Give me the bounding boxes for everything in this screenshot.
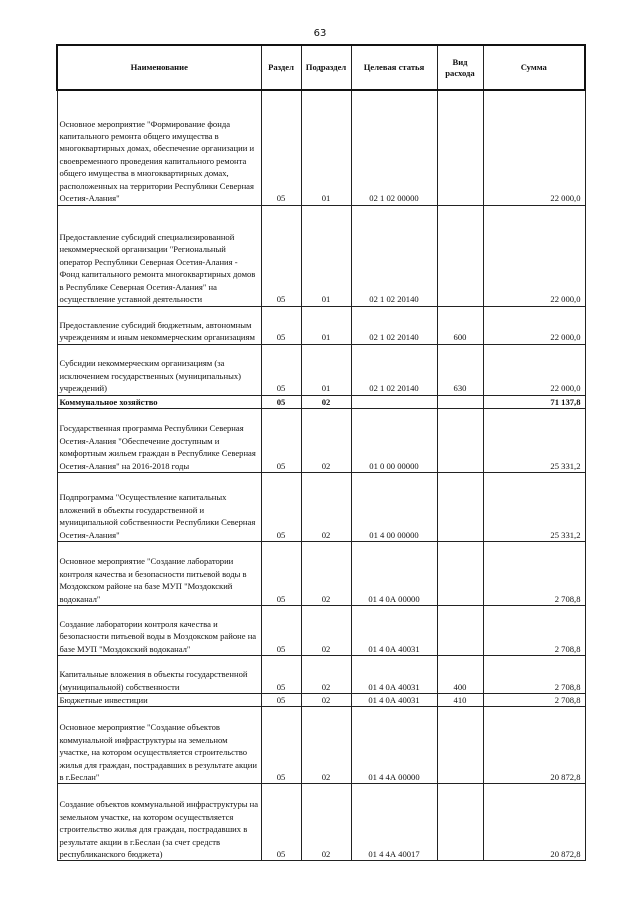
table-row <box>57 90 585 205</box>
row-target <box>351 395 437 408</box>
row-target: 02 1 02 20140 <box>351 306 437 344</box>
row-subsection: 01 <box>301 306 351 344</box>
row-sum: 71 137,8 <box>483 395 585 408</box>
header-expense-type: Вид расхода <box>437 45 483 90</box>
row-section: 05 <box>261 707 301 784</box>
row-expense-type <box>437 408 483 472</box>
table-row <box>57 395 585 408</box>
row-target: 01 4 0А 40031 <box>351 693 437 706</box>
row-target: 02 1 02 00000 <box>351 90 437 205</box>
row-name: Капитальные вложения в объекты государственной (муниципальной) собственности <box>57 655 261 693</box>
row-name: Создание объектов коммунальной инфраструктуры на земельном участке, на котором осуществляется строительство жилья для граждан, пострадавших в результате акции в г.Беслан (за счет средств республиканского бюджета) <box>57 784 261 861</box>
row-subsection: 02 <box>301 605 351 655</box>
row-section: 05 <box>261 472 301 541</box>
row-section: 05 <box>261 541 301 605</box>
row-expense-type: 600 <box>437 306 483 344</box>
row-name: Предоставление субсидий бюджетным, автономным учреждениям и иным некоммерческим организациям <box>57 306 261 344</box>
row-name: Бюджетные инвестиции <box>57 693 261 706</box>
row-name: Основное мероприятие "Создание объектов коммунальной инфраструктуры на земельном участке, на котором осуществляется строительство жилья для граждан, пострадавших в результате акции в г.Беслан" <box>57 707 261 784</box>
row-expense-type <box>437 784 483 861</box>
row-sum: 22 000,0 <box>483 306 585 344</box>
row-expense-type: 410 <box>437 693 483 706</box>
table-row <box>57 205 585 306</box>
row-name: Подпрограмма "Осуществление капитальных вложений в объекты государственной и муниципальной собственности Республики Северная Осетия-Алания" <box>57 472 261 541</box>
row-expense-type <box>437 541 483 605</box>
row-expense-type: 630 <box>437 344 483 395</box>
row-name: Субсидии некоммерческим организациям (за исключением государственных (муниципальных) учреждений) <box>57 344 261 395</box>
row-section: 05 <box>261 784 301 861</box>
row-sum: 25 331,2 <box>483 408 585 472</box>
row-name: Государственная программа Республики Северная Осетия-Алания "Обеспечение доступным и комфортным жильем граждан в Республике Северная Осетия-Алания" на 2016-2018 годы <box>57 408 261 472</box>
row-subsection: 01 <box>301 344 351 395</box>
table-row <box>57 306 585 344</box>
row-section: 05 <box>261 205 301 306</box>
row-target: 01 0 00 00000 <box>351 408 437 472</box>
row-subsection: 02 <box>301 707 351 784</box>
header-subsection: Подраздел <box>301 45 351 90</box>
row-subsection: 02 <box>301 541 351 605</box>
row-name: Основное мероприятие "Создание лаборатории контроля качества и безопасности питьевой воды в Моздокском районе на базе МУП "Моздокский водоканал" <box>57 541 261 605</box>
row-target: 01 4 00 00000 <box>351 472 437 541</box>
row-expense-type <box>437 472 483 541</box>
row-expense-type <box>437 707 483 784</box>
row-subsection: 02 <box>301 395 351 408</box>
row-target: 01 4 0А 40031 <box>351 605 437 655</box>
row-target: 01 4 0А 00000 <box>351 541 437 605</box>
row-subsection: 02 <box>301 784 351 861</box>
row-sum: 2 708,8 <box>483 541 585 605</box>
page-number: 63 <box>313 28 327 39</box>
row-subsection: 02 <box>301 408 351 472</box>
row-name: Создание лаборатории контроля качества и безопасности питьевой воды в Моздокском районе на базе МУП "Моздокский водоканал" <box>57 605 261 655</box>
row-subsection: 01 <box>301 205 351 306</box>
row-sum: 25 331,2 <box>483 472 585 541</box>
row-section: 05 <box>261 395 301 408</box>
table-row <box>57 784 585 861</box>
row-sum: 22 000,0 <box>483 205 585 306</box>
row-subsection: 02 <box>301 472 351 541</box>
budget-table <box>56 44 586 861</box>
table-row <box>57 693 585 706</box>
row-section: 05 <box>261 306 301 344</box>
table-row <box>57 655 585 693</box>
row-target: 01 4 0А 40031 <box>351 655 437 693</box>
row-target: 02 1 02 20140 <box>351 205 437 306</box>
table-row <box>57 605 585 655</box>
header-section: Раздел <box>261 45 301 90</box>
row-section: 05 <box>261 344 301 395</box>
row-section: 05 <box>261 693 301 706</box>
row-subsection: 01 <box>301 90 351 205</box>
row-expense-type <box>437 395 483 408</box>
row-sum: 22 000,0 <box>483 90 585 205</box>
row-sum: 2 708,8 <box>483 605 585 655</box>
header-target: Целевая статья <box>351 45 437 90</box>
row-target: 01 4 4А 40017 <box>351 784 437 861</box>
row-target: 02 1 02 20140 <box>351 344 437 395</box>
row-name: Коммунальное хозяйство <box>57 395 261 408</box>
table-row <box>57 344 585 395</box>
row-sum: 20 872,8 <box>483 784 585 861</box>
row-sum: 2 708,8 <box>483 693 585 706</box>
table-row <box>57 472 585 541</box>
row-target: 01 4 4А 00000 <box>351 707 437 784</box>
row-section: 05 <box>261 90 301 205</box>
row-subsection: 02 <box>301 693 351 706</box>
row-sum: 20 872,8 <box>483 707 585 784</box>
row-sum: 22 000,0 <box>483 344 585 395</box>
row-section: 05 <box>261 605 301 655</box>
row-section: 05 <box>261 408 301 472</box>
row-sum: 2 708,8 <box>483 655 585 693</box>
header-sum: Сумма <box>483 45 585 90</box>
row-expense-type <box>437 205 483 306</box>
table-header-row <box>57 45 585 90</box>
row-expense-type <box>437 605 483 655</box>
row-expense-type <box>437 90 483 205</box>
table-row <box>57 541 585 605</box>
row-name: Основное мероприятие "Формирование фонда капитального ремонта общего имущества в многоквартирных домах, обеспечение организации и своевременного проведения капитального ремонта общего имущества в многоквартирных домах, расположенных на территории Республики Северная Осетия-Алания" <box>57 90 261 205</box>
row-name: Предоставление субсидий специализированной некоммерческой организации "Региональный оператор Республики Северная Осетия-Алания - Фонд капитального ремонта многоквартирных домов в Республике Северная Осетия-Алания" на осуществление уставной деятельности <box>57 205 261 306</box>
table-row <box>57 707 585 784</box>
table-row <box>57 408 585 472</box>
row-subsection: 02 <box>301 655 351 693</box>
row-expense-type: 400 <box>437 655 483 693</box>
row-section: 05 <box>261 655 301 693</box>
header-name: Наименование <box>57 45 261 90</box>
